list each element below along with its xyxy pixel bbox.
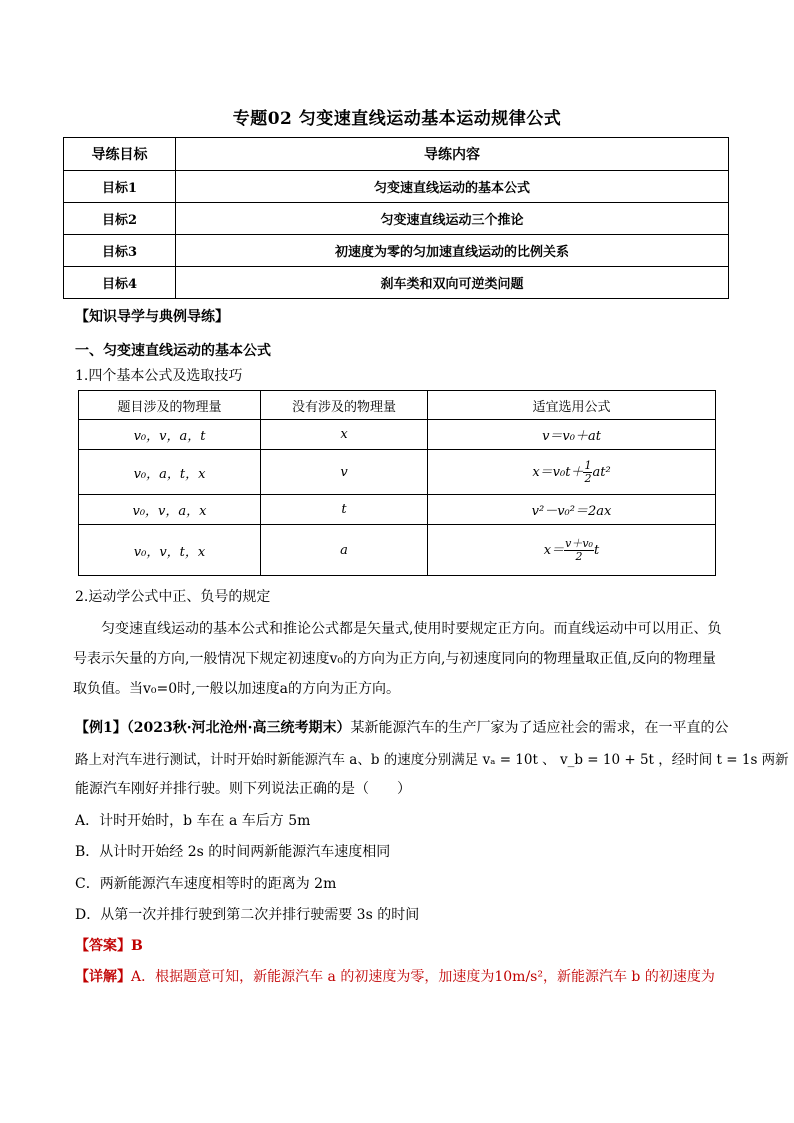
formula (428, 525, 716, 576)
section-header: 【知识导学与典例导练】 (75, 309, 229, 325)
example-line-3: 能源汽车刚好并排行驶。则下列说法正确的是（ ） (75, 781, 411, 797)
detail-label: 【详解】 (75, 969, 131, 985)
fraction-numerator: 1 (584, 458, 592, 472)
table-row (79, 450, 716, 495)
table-row (64, 267, 729, 299)
missing-quantity: a (261, 525, 428, 576)
option-c: C．两新能源汽车速度相等时的距离为 2m (75, 876, 337, 892)
given-quantities: v₀，v，a，x (79, 495, 261, 525)
formula-part: t (593, 542, 600, 558)
option-d: D．从第一次并排行驶到第二次并排行驶需要 3s 的时间 (75, 907, 420, 923)
header-cell: 导练目标 (64, 138, 176, 171)
heading-basic-formulas: 一、匀变速直线运动的基本公式 (75, 343, 271, 359)
table-row (64, 235, 729, 267)
table-row (64, 171, 729, 203)
fraction-numerator: v＋v₀ (565, 536, 593, 550)
header-cell: 没有涉及的物理量 (261, 391, 428, 420)
table-row (79, 495, 716, 525)
goal-content: 匀变速直线运动的基本公式 (176, 171, 729, 203)
given-quantities: v₀，v，t，x (79, 525, 261, 576)
fraction-denominator: 2 (575, 549, 583, 563)
example-source: （2023秋·河北沧州·高三统考期末） (126, 720, 351, 736)
missing-quantity: v (261, 450, 428, 495)
goal-content: 匀变速直线运动三个推论 (176, 203, 729, 235)
answer-label: 【答案】 (75, 938, 131, 954)
formula (428, 450, 716, 495)
answer-line (75, 935, 143, 955)
fraction-denominator: 2 (584, 471, 592, 485)
example-label: 【例1】 (75, 720, 127, 736)
goal-content: 初速度为零的匀加速直线运动的比例关系 (176, 235, 729, 267)
table-row (79, 420, 716, 450)
answer-value: B (131, 938, 143, 954)
fraction (564, 538, 594, 563)
missing-quantity: x (261, 420, 428, 450)
missing-quantity: t (261, 495, 428, 525)
goals-table (63, 137, 729, 299)
option-b: B．从计时开始经 2s 的时间两新能源汽车速度相同 (75, 844, 391, 860)
header-cell: 题目涉及的物理量 (79, 391, 261, 420)
header-cell: 导练内容 (176, 138, 729, 171)
example-text: 某新能源汽车的生产厂家为了适应社会的需求，在一平直的公 (350, 720, 729, 736)
goal-content: 刹车类和双向可逆类问题 (176, 267, 729, 299)
goal-id: 目标3 (64, 235, 176, 267)
option-a: A．计时开始时，b 车在 a 车后方 5m (75, 813, 311, 829)
example-line-2: 路上对汽车进行测试，计时开始时新能源汽车 a、b 的速度分别满足 vₐ = 10t 、 v_b = 10 + 5t ，经时间 t = 1s 两新 (75, 752, 789, 768)
detail-text: A．根据题意可知，新能源汽车 a 的初速度为零，加速度为10m/s²，新能源汽车 b 的初速度为 (131, 969, 715, 985)
formula-part: x＝v₀t＋ (532, 464, 584, 480)
table-header-row (64, 138, 729, 171)
given-quantities: v₀，v，a，t (79, 420, 261, 450)
sign-rule-paragraph: 匀变速直线运动的基本公式和推论公式都是矢量式,使用时要规定正方向。而直线运动中可以用正、负号表示矢量的方向,一般情况下规定初速度v₀的方向为正方向,与初速度同向的物理量取正值,反向的物理量取负值。当v₀=0时,一般以加速度a的方向为正方向。 (73, 621, 722, 697)
page-title: 专题02 匀变速直线运动基本运动规律公式 (232, 109, 562, 129)
table-row (64, 203, 729, 235)
goal-id: 目标4 (64, 267, 176, 299)
detail-line (75, 966, 715, 986)
subheading-sign-rules: 2.运动学公式中正、负号的规定 (75, 589, 271, 605)
goal-id: 目标2 (64, 203, 176, 235)
goal-id: 目标1 (64, 171, 176, 203)
table-row (79, 525, 716, 576)
formula-table (78, 390, 716, 576)
table-header-row (79, 391, 716, 420)
formula-part: at² (592, 464, 611, 480)
formula: v＝v₀＋at (428, 420, 716, 450)
header-cell: 适宜选用公式 (428, 391, 716, 420)
given-quantities: v₀，a，t，x (79, 450, 261, 495)
subheading-four-formulas: 1.四个基本公式及选取技巧 (75, 368, 243, 384)
formula: v²－v₀²＝2ax (428, 495, 716, 525)
example-line-1 (75, 717, 728, 737)
formula-part: x＝ (543, 542, 565, 558)
